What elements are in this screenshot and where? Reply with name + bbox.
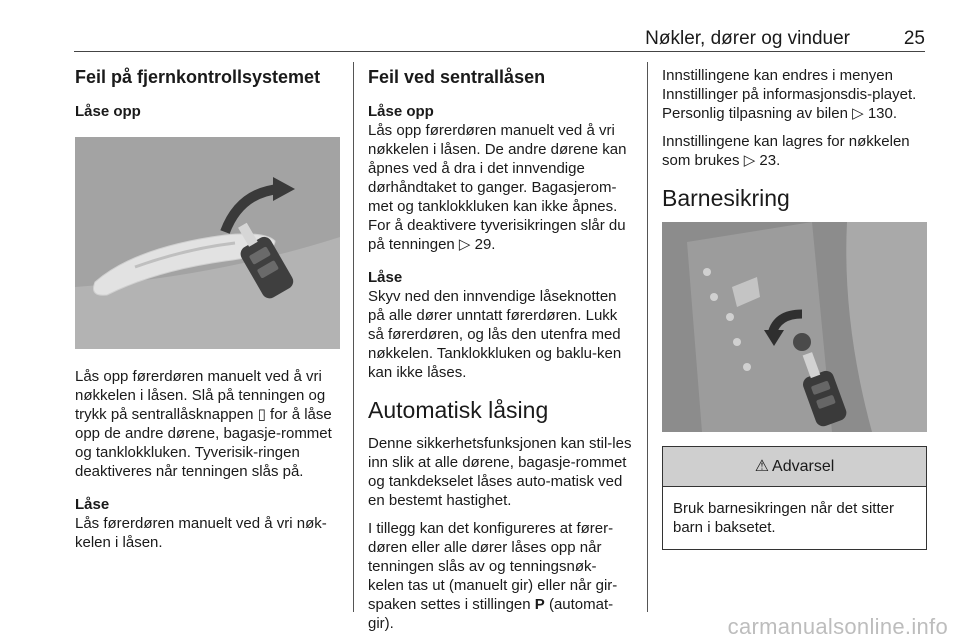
- header-rule: [74, 51, 925, 52]
- paragraph: Lås førerdøren manuelt ved å vri nøk-kelen i låsen.: [75, 515, 327, 551]
- column-middle: [368, 66, 632, 633]
- section-heading: Feil ved sentrallåsen: [368, 67, 546, 87]
- warning-title: Advarsel: [772, 458, 835, 475]
- section-heading-large: Automatisk låsing: [368, 397, 549, 423]
- paragraph-text: (automat-gir).: [368, 596, 614, 632]
- section-heading: Feil på fjernkontrollsystemet: [75, 67, 321, 87]
- subheading: Låse: [75, 496, 110, 513]
- door-handle-image: [75, 137, 340, 349]
- column-divider: [353, 62, 354, 612]
- column-left: [75, 66, 340, 561]
- column-divider: [647, 62, 648, 612]
- subheading: Låse opp: [368, 103, 434, 120]
- subheading: Låse: [368, 269, 403, 286]
- warning-text: Bruk barnesikringen når det sitter barn i baksetet.: [673, 500, 894, 536]
- subheading: Låse opp: [75, 103, 141, 120]
- child-lock-image: [662, 222, 927, 432]
- paragraph: Skyv ned den innvendige låseknotten på alle dører unntatt førerdøren. Lukk så førerdøren, og lås den utenfra med nøkkelen. Tanklokkluken og baklu-ken kan ikke låses.: [368, 288, 622, 381]
- warning-header: [663, 447, 926, 487]
- paragraph: Lås opp førerdøren manuelt ved å vri nøkkelen i låsen. Slå på tenningen og trykk på sentrallåsknappen ▯ for å låse opp de andre dørene, bagasje-rommet og tanklokkluken. Tyverisik-ringen deaktiveres når tenningen slås på.: [75, 368, 332, 480]
- child-lock-illustration: [662, 222, 927, 432]
- warning-icon: ⚠: [754, 458, 770, 475]
- paragraph: Innstillingene kan endres i menyen Innstillinger på informasjonsdis-playet. Personlig tilpasning av bilen ▷ 130.: [662, 67, 917, 122]
- warning-box: [662, 446, 927, 550]
- page-number: 25: [903, 28, 925, 49]
- watermark: carmanualsonline.info: [727, 614, 948, 639]
- paragraph: Denne sikkerhetsfunksjonen kan stil-les inn slik at alle dørene, bagasje-rommet og tankdekselet låses auto-matisk ved en bestemt hastighet.: [368, 435, 632, 509]
- page-header: [0, 0, 960, 52]
- gear-position: P: [534, 596, 545, 613]
- door-handle-illustration: [75, 137, 340, 349]
- paragraph-text: I tillegg kan det konfigureres at fører-døren eller alle dører låses opp når tenningen slås av og tenningsnøk-kelen tas ut (manuelt gir) eller når gir-spaken settes i stillingen: [368, 520, 618, 613]
- section-heading-large: Barnesikring: [662, 185, 790, 211]
- header-title: Nøkler, dører og vinduer: [645, 28, 850, 49]
- paragraph: [368, 519, 632, 633]
- column-right: [662, 66, 927, 550]
- paragraph: Innstillingene kan lagres for nøkkelen som brukes ▷ 23.: [662, 133, 910, 169]
- paragraph: Lås opp førerdøren manuelt ved å vri nøkkelen i låsen. De andre dørene kan åpnes ved å dra i det innvendige dørhåndtaket to ganger. Bagasjerom-met og tanklokkluken kan ikke åpnes. For å deaktivere tyverisikringen slår du på tenningen ▷ 29.: [368, 122, 627, 253]
